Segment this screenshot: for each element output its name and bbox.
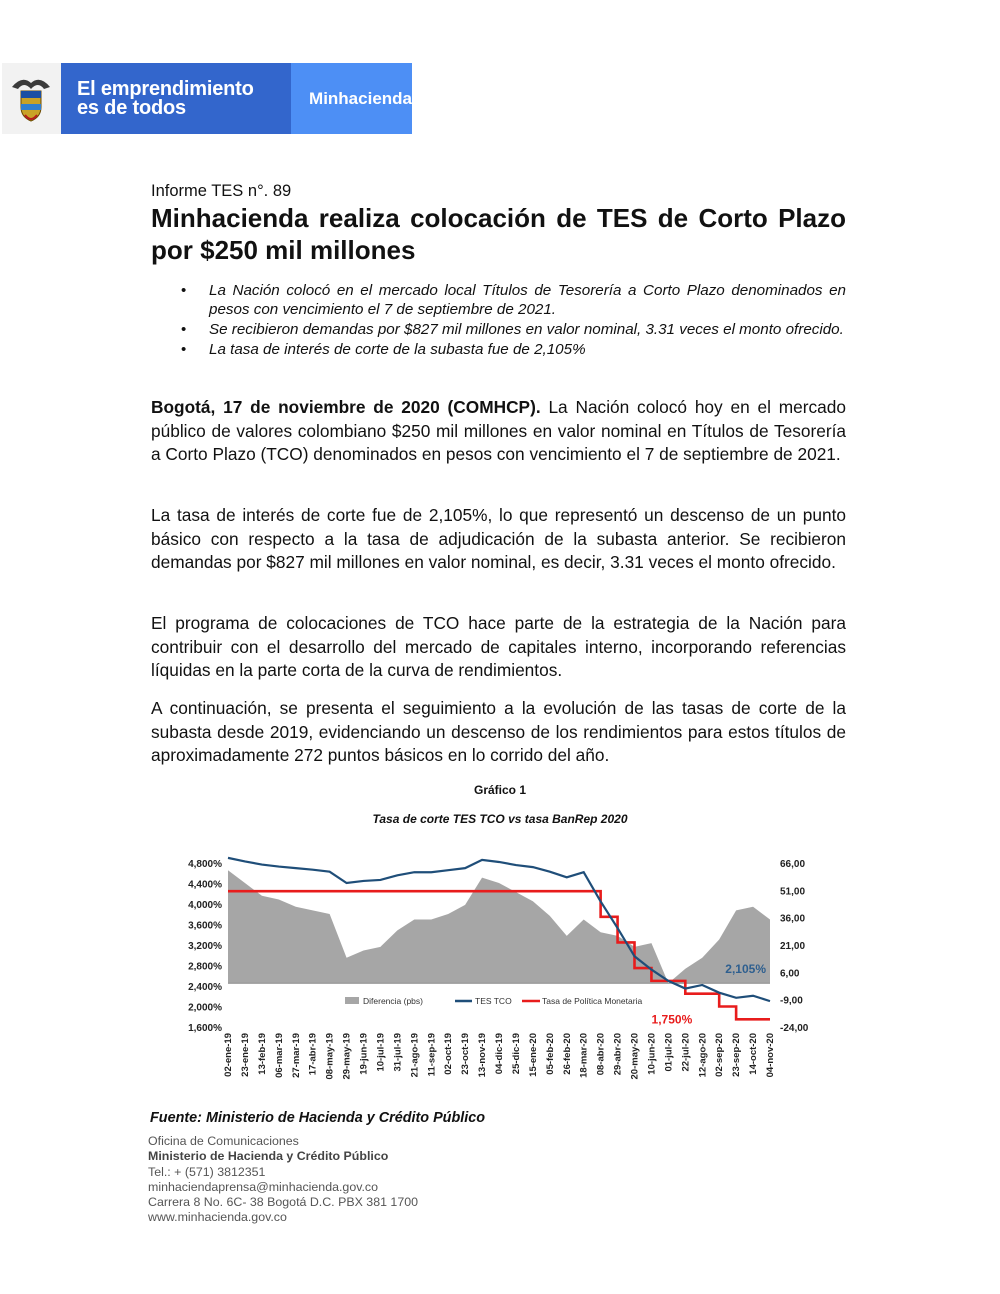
footer-office: Oficina de Comunicaciones	[148, 1134, 299, 1148]
bullet-item: • La Nación colocó en el mercado local Títulos de Tesorería a Corto Plazo denominados en pesos con vencimiento el 7 de septiembre de 2021.	[209, 281, 846, 319]
x-tick-label: 02-ene-19	[223, 1033, 234, 1077]
slogan-line-2: es de todos	[76, 96, 186, 119]
footer-phone: Tel.: + (571) 3812351	[148, 1164, 266, 1179]
y-left-tick-label: 3,600%	[188, 920, 222, 932]
footer-email[interactable]: minhaciendaprensa@minhacienda.gov.co	[148, 1179, 379, 1194]
x-tick-label: 10-jun-20	[646, 1033, 658, 1075]
chart	[180, 845, 809, 1090]
x-tick-label: 05-feb-20	[544, 1033, 556, 1075]
bullet-item: • Se recibieron demandas por $827 mil millones en valor nominal, 3.31 veces el monto ofrecido.	[209, 320, 846, 339]
x-tick-label: 29-may-19	[341, 1033, 353, 1080]
figure-title: Tasa de corte TES TCO vs tasa BanRep 2020	[372, 812, 628, 826]
x-tick-label: 11-sep-19	[426, 1033, 438, 1077]
x-tick-label: 04-nov-20	[765, 1033, 776, 1078]
report-number: Informe TES n°. 89	[151, 182, 292, 200]
paragraph-4: A continuación, se presenta el seguimiento a la evolución de las tasas de corte de la subasta desde 2019, evidenciando un descenso de los rendimientos para estos títulos de aproximadamente 272 puntos básicos en lo corrido del año.	[151, 698, 846, 765]
y-right-tick-label: -9,00	[780, 995, 803, 1007]
slogan-block	[61, 63, 291, 134]
x-tick-label: 08-may-19	[324, 1033, 336, 1080]
x-tick-label: 06-mar-19	[273, 1033, 285, 1078]
banrep-annotation: 1,750%	[651, 1012, 693, 1027]
y-left-tick-label: 4,400%	[188, 879, 222, 891]
x-tick-label: 12-ago-20	[697, 1033, 709, 1078]
x-tick-label: 20-may-20	[629, 1033, 641, 1080]
ministry-logo-text: Minhacienda	[291, 63, 412, 134]
x-tick-label: 15-ene-20	[527, 1033, 539, 1077]
x-tick-label: 02-sep-20	[714, 1033, 726, 1077]
x-tick-label: 13-nov-19	[477, 1033, 489, 1078]
y-left-tick-label: 4,000%	[188, 900, 222, 911]
x-tick-label: 14-oct-20	[748, 1033, 760, 1075]
x-tick-label: 17-abr-19	[307, 1033, 319, 1076]
x-tick-label: 31-jul-19	[392, 1033, 404, 1072]
x-tick-label: 23-oct-19	[460, 1033, 472, 1075]
legend-label-banrep: Tasa de Política Monetaria	[542, 996, 643, 1006]
dateline: Bogotá, 17 de noviembre de 2020 (COMHCP).	[151, 397, 541, 417]
difference-area	[228, 870, 770, 983]
legend-label-diff: Diferencia (pbs)	[363, 996, 423, 1006]
x-tick-label: 13-feb-19	[256, 1033, 268, 1075]
footer-contact	[148, 1134, 418, 1226]
y-left-tick-label: 2,400%	[188, 982, 222, 993]
y-right-tick-label: 51,00	[780, 886, 806, 898]
y-left-tick-label: 2,800%	[188, 961, 222, 973]
x-tick-label: 29-abr-20	[612, 1033, 624, 1076]
y-right-tick-label: 6,00	[780, 968, 800, 980]
y-left-tick-label: 4,800%	[188, 859, 222, 870]
summary-bullets	[151, 281, 846, 360]
slogan-text	[61, 77, 254, 119]
footer-ministry: Ministerio de Hacienda y Crédito Público	[148, 1149, 389, 1164]
y-left-tick-label: 3,200%	[188, 941, 222, 952]
y-right-tick-label: 36,00	[780, 913, 806, 925]
x-tick-label: 04-dic-19	[494, 1033, 505, 1075]
x-tick-label: 01-jul-20	[663, 1033, 675, 1072]
y-left-tick-label: 1,600%	[188, 1023, 222, 1034]
x-tick-label: 18-mar-20	[578, 1033, 590, 1078]
paragraph-3: El programa de colocaciones de TCO hace parte de la estrategia de la Nación para contribuir con el desarrollo del mercado de capitales interno, incorporando referencias líquidas en la parte corta de la curva de rendimientos.	[151, 613, 846, 680]
bullet-item: • La tasa de interés de corte de la subasta fue de 2,105%	[209, 340, 846, 359]
slogan-line-1: El emprendimiento	[76, 77, 254, 100]
x-tick-label: 02-oct-19	[443, 1033, 455, 1075]
figure-source: Fuente: Ministerio de Hacienda y Crédito Público	[150, 1110, 486, 1126]
page-title: Minhacienda realiza colocación de TES de Corto Plazo por $250 mil millones	[151, 203, 846, 265]
footer-website[interactable]: www.minhacienda.gov.co	[148, 1210, 287, 1225]
x-tick-label: 21-ago-19	[409, 1033, 421, 1078]
x-tick-label: 23-ene-19	[239, 1033, 251, 1077]
legend-swatch-diff	[345, 997, 359, 1004]
header-banner	[2, 63, 412, 134]
y-right-tick-label: -24,00	[780, 1023, 809, 1034]
paragraph-1	[151, 396, 846, 467]
x-tick-label: 10-jul-19	[375, 1033, 387, 1072]
x-tick-label: 22-jul-20	[680, 1033, 692, 1072]
legend-label-tes: TES TCO	[475, 996, 512, 1006]
coat-of-arms-icon	[2, 63, 61, 134]
paragraph-2: La tasa de interés de corte fue de 2,105%, lo que representó un descenso de un punto básico con respecto a la tasa de adjudicación de la subasta anterior. Se recibieron demandas por $827 mil millones en valor nominal, es decir, 3.31 veces el monto ofrecido.	[151, 505, 846, 572]
x-tick-label: 23-sep-20	[731, 1033, 743, 1077]
x-tick-label: 08-abr-20	[595, 1033, 607, 1076]
x-tick-label: 25-dic-19	[510, 1033, 522, 1075]
y-left-tick-label: 2,000%	[188, 1002, 222, 1014]
x-tick-label: 26-feb-20	[561, 1033, 573, 1075]
footer-address: Carrera 8 No. 6C- 38 Bogotá D.C. PBX 381 1700	[148, 1195, 418, 1210]
x-tick-label: 27-mar-19	[290, 1033, 302, 1078]
paragraph-1-body: La Nación colocó hoy en el mercado público de valores colombiano $250 mil millones en valor nominal en Títulos de Tesorería a Corto Plazo (TCO) denominados en pesos con vencimiento el 7 de septiembre de 2021.	[151, 397, 846, 464]
x-tick-label: 19-jun-19	[358, 1033, 370, 1075]
y-right-tick-label: 21,00	[780, 941, 806, 952]
chart-svg	[180, 845, 809, 1090]
y-right-tick-label: 66,00	[780, 859, 806, 870]
figure-label: Gráfico 1	[473, 783, 527, 797]
tes-annotation: 2,105%	[725, 962, 766, 977]
